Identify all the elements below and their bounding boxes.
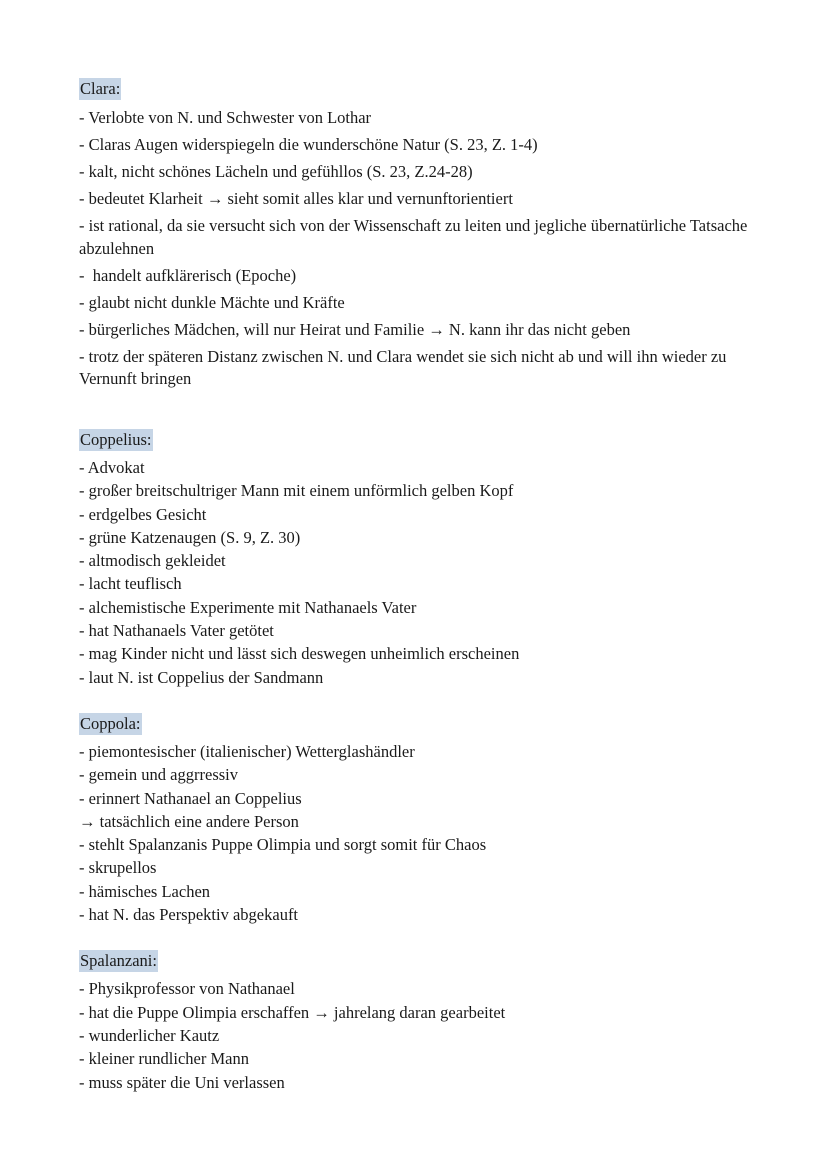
list-item: - gemein und aggrressiv (79, 765, 238, 785)
list-item: - skrupellos (79, 858, 157, 878)
list-item: - trotz der späteren Distanz zwischen N. und Clara wendet sie sich nicht ab und will ihn wieder zu Vernunft bringen (79, 346, 731, 388)
list-item: - hat N. das Perspektiv abgekauft (79, 905, 299, 925)
list-item: - hämisches Lachen (79, 881, 211, 901)
list-item: - piemontesischer (italienischer) Wetterglashändler (79, 741, 415, 761)
section-gap (79, 926, 759, 950)
list-item: → tatsächlich eine andere Person (79, 811, 299, 831)
list-item: - altmodisch gekleidet (79, 551, 226, 571)
list-item: - alchemistische Experimente mit Nathanaels Vater (79, 597, 417, 617)
list-item: - hat die Puppe Olimpia erschaffen → jahrelang daran gearbeitet (79, 1002, 506, 1022)
section-gap (79, 689, 759, 713)
section-heading: Spalanzani: (80, 951, 157, 971)
section-gap (79, 395, 759, 429)
section-clara (79, 78, 759, 391)
list-item: - bedeutet Klarheit → sieht somit alles klar und vernunftorientiert (79, 189, 513, 208)
list-item: - Physikprofessor von Nathanael (79, 979, 295, 999)
list-item: - kalt, nicht schönes Lächeln und gefühllos (S. 23, Z.24-28) (79, 162, 473, 181)
list-item: - Claras Augen widerspiegeln die wunderschöne Natur (S. 23, Z. 1-4) (79, 135, 538, 154)
list-item: - erinnert Nathanael an Coppelius (79, 788, 302, 808)
list-item: - hat Nathanaels Vater getötet (79, 621, 274, 641)
list-item: - großer breitschultriger Mann mit einem unförmlich gelben Kopf (79, 481, 514, 501)
list-item: - ist rational, da sie versucht sich von der Wissenschaft zu leiten und jegliche übernatürliche Tatsache abzulehnen (79, 216, 752, 258)
list-item: - lacht teuflisch (79, 574, 182, 594)
list-item: - mag Kinder nicht und lässt sich deswegen unheimlich erscheinen (79, 644, 520, 664)
section-heading: Clara: (80, 79, 121, 98)
list-item: - glaubt nicht dunkle Mächte und Kräfte (79, 292, 345, 312)
list-item: - kleiner rundlicher Mann (79, 1049, 249, 1069)
list-item: - Advokat (79, 458, 145, 477)
section-heading: Coppola: (80, 713, 141, 733)
list-item: - handelt aufklärerisch (Epoche) (79, 265, 297, 285)
document-page (79, 78, 759, 1094)
list-item: - grüne Katzenaugen (S. 9, Z. 30) (79, 527, 301, 547)
list-item: - wunderlicher Kautz (79, 1025, 220, 1045)
list-item: - laut N. ist Coppelius der Sandmann (79, 667, 324, 687)
list-item: - muss später die Uni verlassen (79, 1072, 285, 1092)
list-item: - erdgelbes Gesicht (79, 504, 207, 524)
list-item: - stehlt Spalanzanis Puppe Olimpia und sorgt somit für Chaos (79, 835, 487, 855)
section-heading: Coppelius: (80, 430, 152, 449)
section-coppelius (79, 429, 759, 689)
section-spalanzani (79, 950, 759, 1093)
section-coppola (79, 713, 759, 926)
list-item: - bürgerliches Mädchen, will nur Heirat und Familie → N. kann ihr das nicht geben (79, 319, 631, 339)
list-item: - Verlobte von N. und Schwester von Lothar (79, 108, 372, 127)
